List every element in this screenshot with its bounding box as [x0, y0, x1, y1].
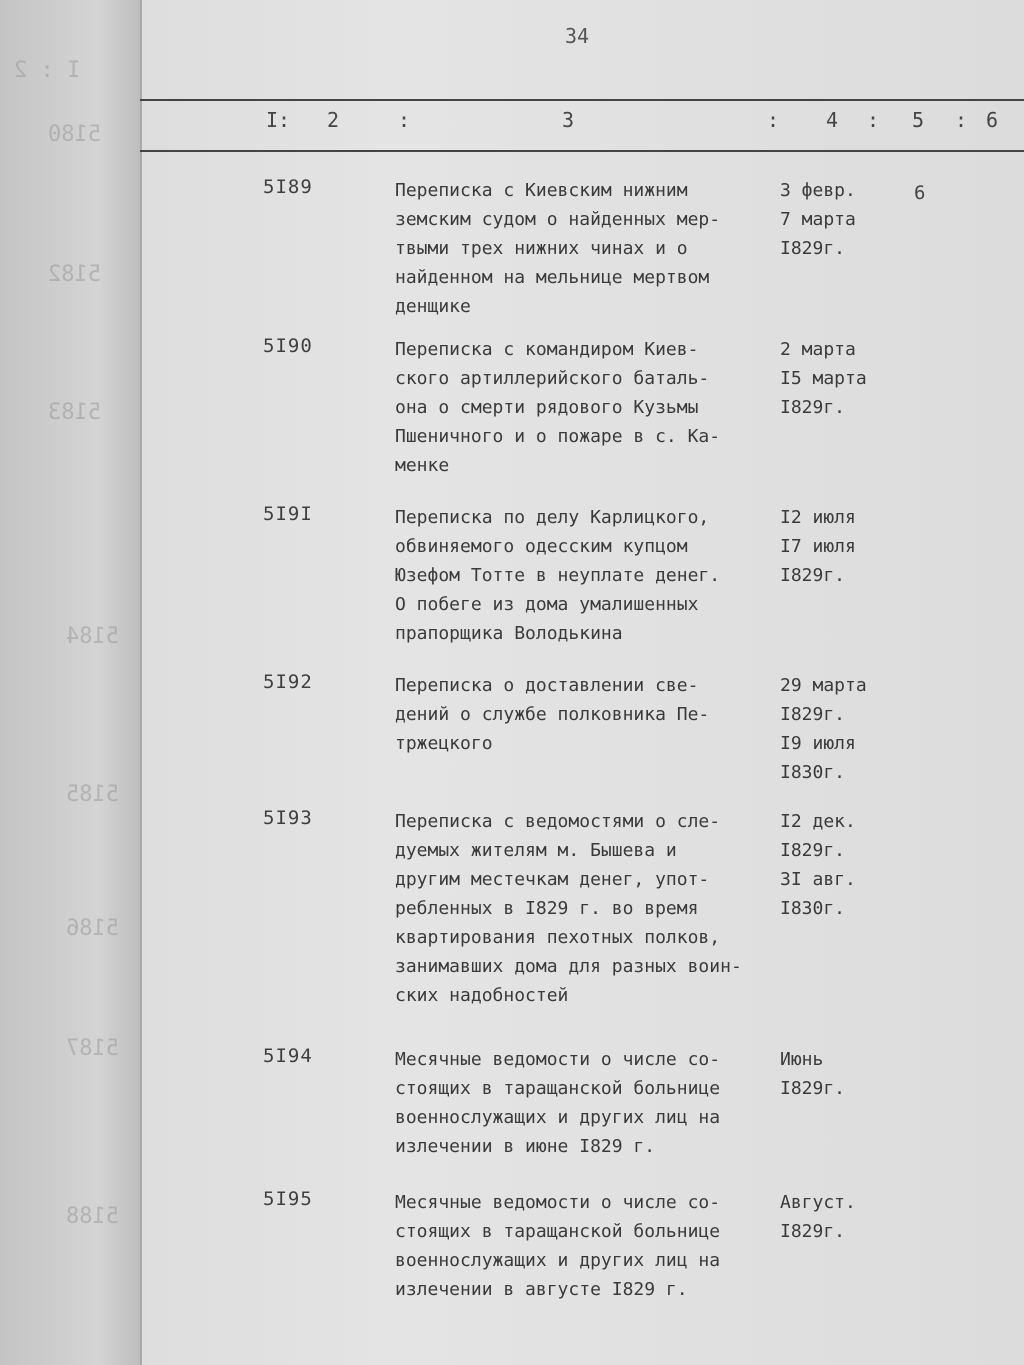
column-separator: : [867, 108, 880, 132]
column-separator: : [955, 108, 968, 132]
file-dates: 2 марта I5 марта I829г. [780, 339, 867, 418]
column-separator: : [398, 108, 411, 132]
file-description: Переписка о доставлении све- дений о службе полковника Пе- тржецкого [395, 675, 710, 754]
file-description: Переписка с командиром Киев- ского артиллерийского баталь- она о смерти рядового Кузьмы Пшеничного и о пожаре в с. Ка- менке [395, 339, 721, 476]
file-dates: Август. I829г. [780, 1192, 856, 1242]
file-dates: 29 марта I829г. I9 июля I830г. [780, 675, 867, 783]
column-header-5: 5 [912, 108, 925, 132]
column-header-1: I: [266, 108, 291, 132]
ghost-number: 5188 [66, 1204, 119, 1229]
ghost-number: 5183 [48, 400, 101, 425]
file-dates: Июнь I829г. [780, 1049, 846, 1099]
file-description: Месячные ведомости о числе со- стоящих в таращанской больнице военнослужащих и других лиц на излечении в августе I829 г. [395, 1192, 721, 1300]
file-description: Переписка с ведомостями о сле- дуемых жителям м. Бышева и другим местечкам денег, упот- ребленных в I829 г. во время квартирования пехотных полков, занимавших дома для разных воин- ских надобностей [395, 811, 742, 1006]
file-number: 5I89 [263, 176, 313, 198]
file-number: 5I95 [263, 1188, 313, 1210]
ghost-number: 5180 [48, 122, 101, 147]
file-number: 5I90 [263, 335, 313, 357]
header-rule-bottom [140, 150, 1024, 152]
file-description: Переписка по делу Карлицкого, обвиняемого одесским купцом Юзефом Тотте в неуплате денег. О побеге из дома умалишенных прапорщика Володькина [395, 507, 721, 644]
column-header-2: 2 [327, 108, 340, 132]
file-description: Переписка с Киевским нижним земским судом о найденных мер- твыми трех нижних чинах и о найденном на мельнице мертвом денщике [395, 180, 721, 317]
file-dates: I2 дек. I829г. 3I авг. I830г. [780, 811, 856, 919]
ghost-number: 5184 [66, 624, 119, 649]
column-header-3: 3 [562, 108, 575, 132]
ghost-number: 5185 [66, 782, 119, 807]
file-dates: 3 февр. 7 марта I829г. [780, 180, 856, 259]
column-header-6: 6 [986, 108, 999, 132]
file-number: 5I92 [263, 671, 313, 693]
ghost-number: 5182 [48, 262, 101, 287]
file-description: Месячные ведомости о числе со- стоящих в таращанской больнице военнослужащих и других лиц на излечении в июне I829 г. [395, 1049, 721, 1157]
column-separator: : [767, 108, 780, 132]
column-header-4: 4 [826, 108, 839, 132]
page-number: 34 [565, 24, 590, 48]
file-number: 5I94 [263, 1045, 313, 1067]
ghost-number: 5186 [66, 916, 119, 941]
sheet-count: 6 [914, 182, 926, 204]
file-number: 5I9I [263, 503, 313, 525]
ghost-header: I : 2 [14, 58, 81, 83]
ghost-number: 5187 [66, 1036, 119, 1061]
file-dates: I2 июля I7 июля I829г. [780, 507, 856, 586]
header-rule-top [140, 99, 1024, 101]
file-number: 5I93 [263, 807, 313, 829]
left-page-edge [0, 0, 142, 1365]
